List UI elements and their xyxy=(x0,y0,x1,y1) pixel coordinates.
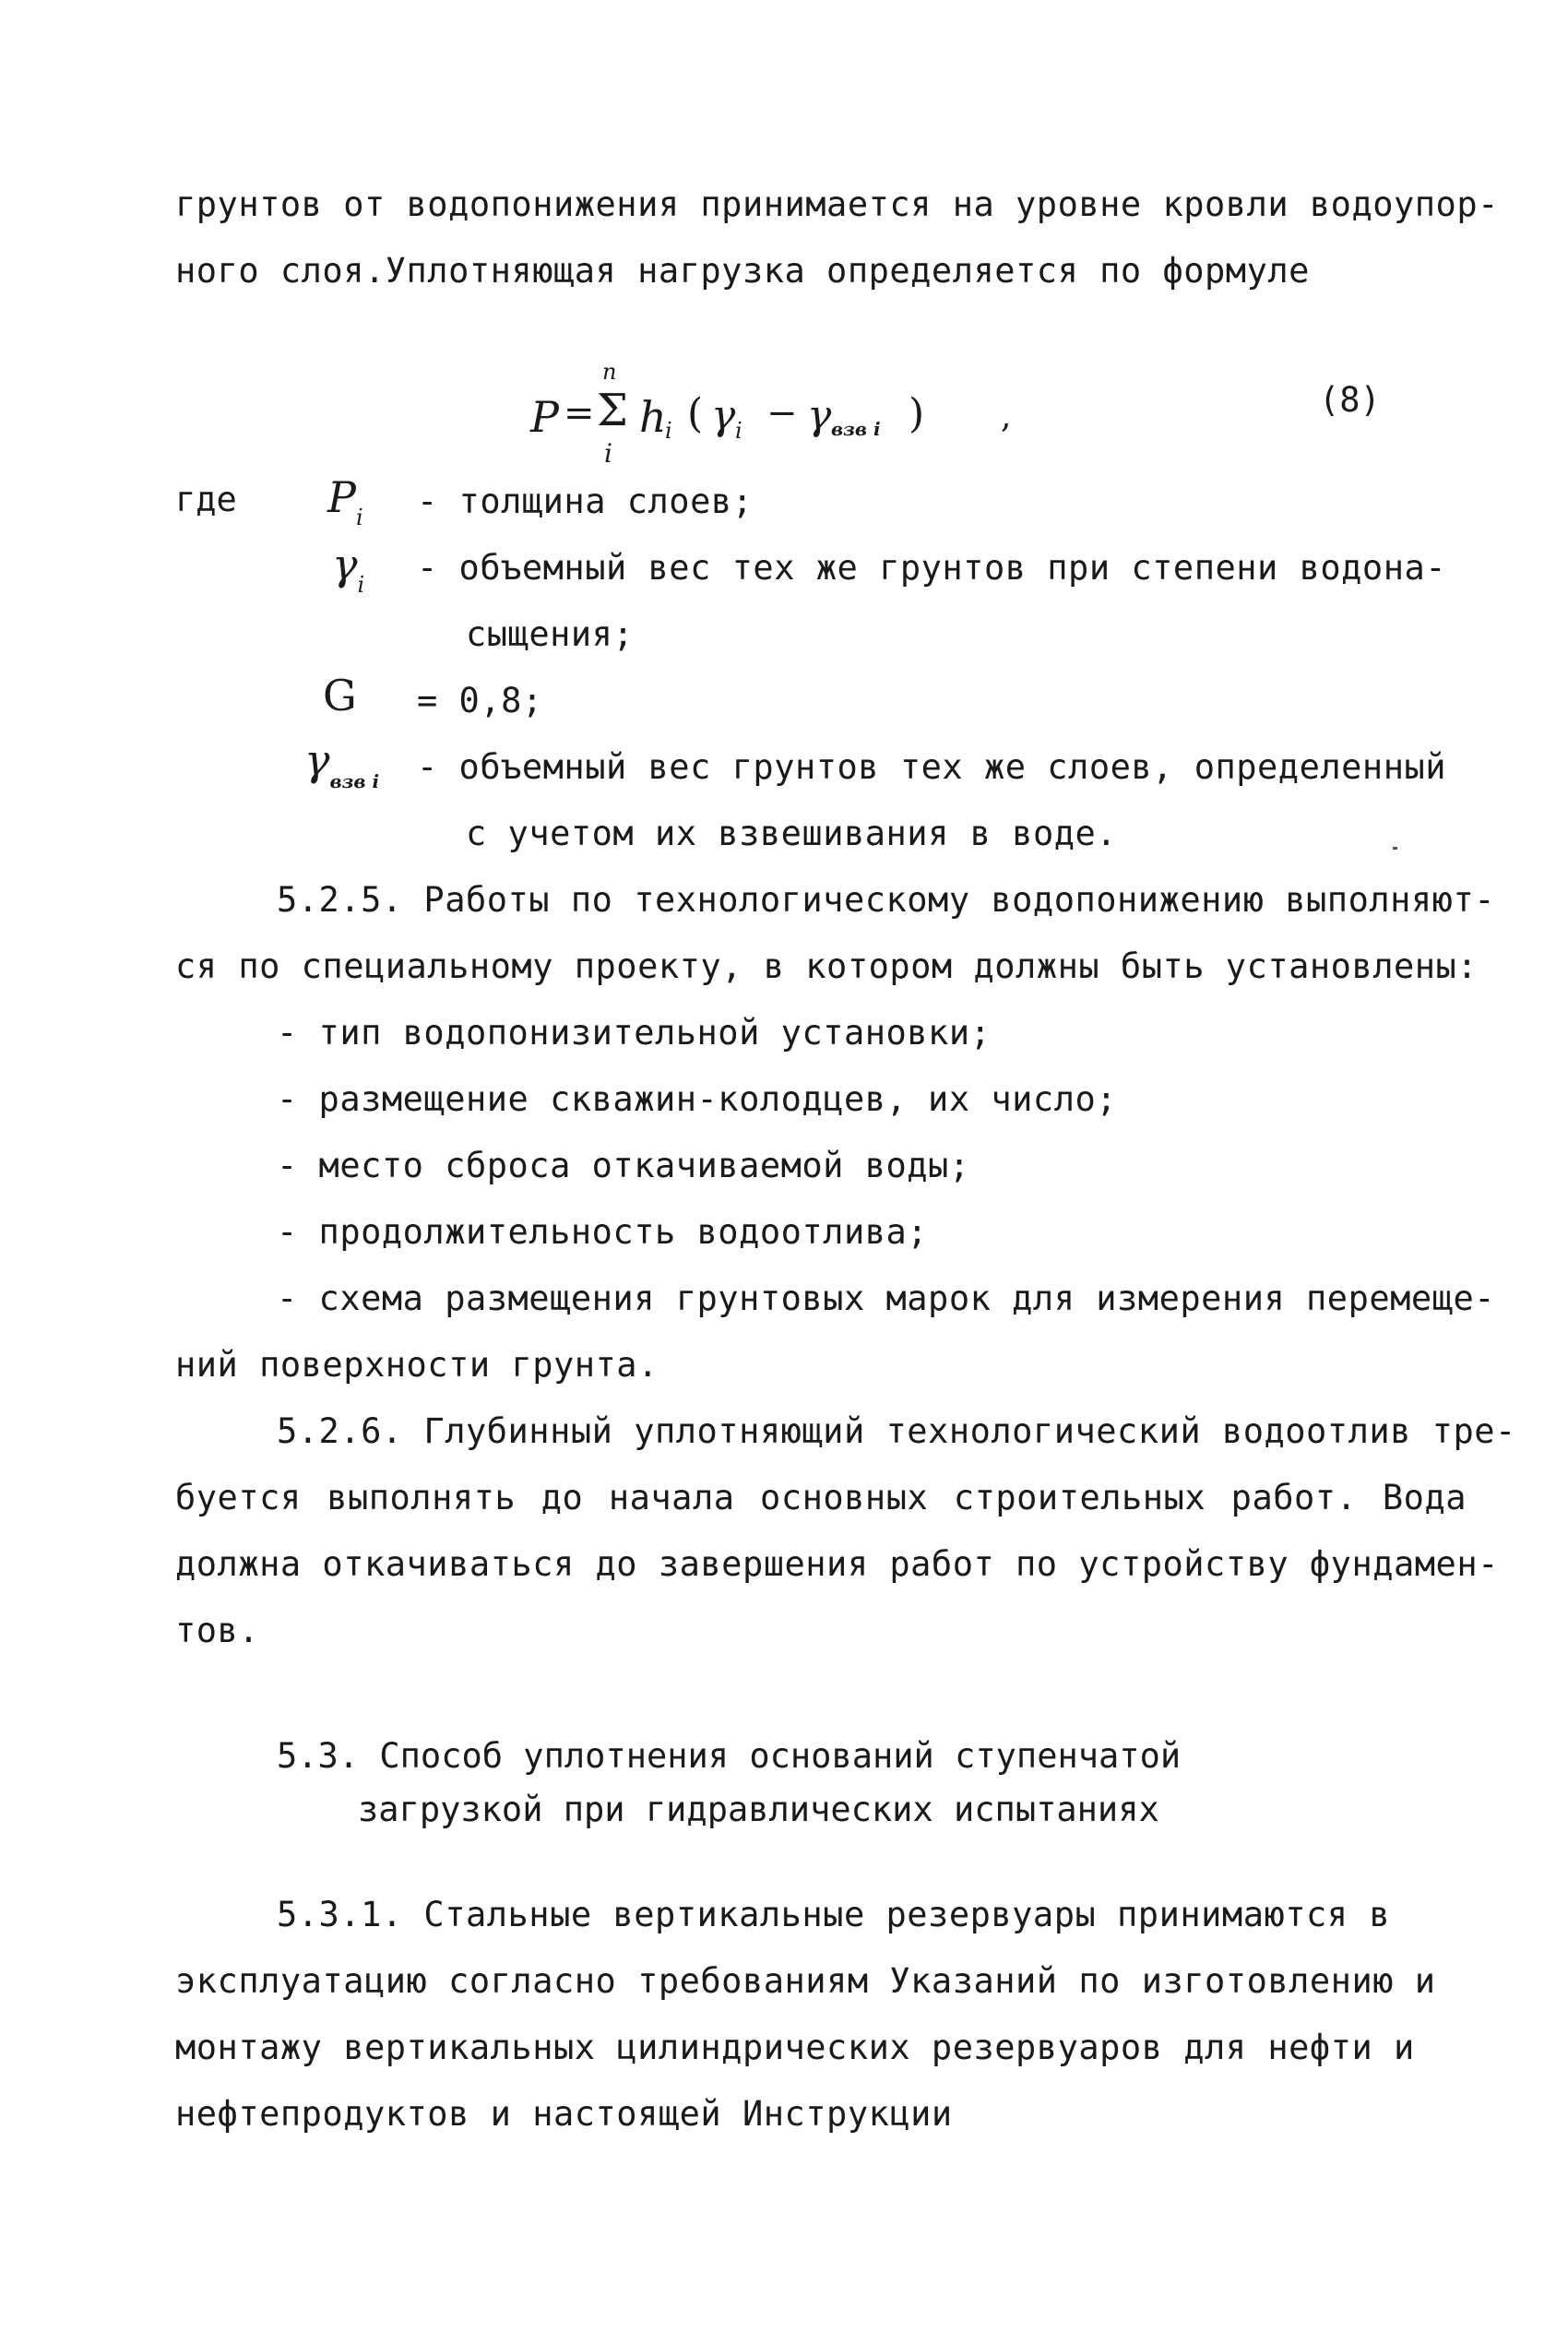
bullet-item-continuation: ний поверхности грунта. xyxy=(175,1345,659,1385)
formula-gamma2-sub: взв i xyxy=(831,418,881,440)
definition-text: сыщения; xyxy=(466,614,635,654)
symbol-gamma-vzv: $\gamma_{взв i}$ xyxy=(304,735,380,792)
formula-open-paren: ( xyxy=(687,390,704,437)
formula-close-paren: ) xyxy=(909,390,925,437)
section-5-3-1-line: 5.3.1. Стальные вертикальные резервуары принимаются в xyxy=(277,1895,1391,1934)
bullet-item: - место сброса откачиваемой воды; xyxy=(277,1146,970,1185)
paragraph-line: ного слоя.Уплотняющая нагрузка определяется по формуле xyxy=(175,251,1310,291)
section-5-2-5-line: 5.2.5. Работы по технологическому водопонижению выполняют- xyxy=(277,880,1496,920)
bullet-item: - схема размещения грунтовых марок для измерения перемеще- xyxy=(277,1279,1496,1318)
formula-sum-symbol: Σ xyxy=(597,385,628,436)
formula-comma: , xyxy=(1001,398,1012,435)
definition-text: - объемный вес грунтов тех же слоев, определенный xyxy=(417,747,1447,787)
formula-h: h xyxy=(639,392,667,442)
definition-text: - объемный вес тех же грунтов при степени водона- xyxy=(417,548,1447,588)
formula-gamma-sub: i xyxy=(735,418,742,444)
formula-gamma: γ xyxy=(711,392,736,439)
definition-text: = 0,8; xyxy=(417,681,543,720)
section-5-3-1-line: эксплуатацию согласно требованиям Указаний по изготовлению и xyxy=(175,1961,1436,2001)
formula-gamma2: γ xyxy=(807,392,832,439)
formula-minus: − xyxy=(766,392,798,434)
equation-number: (8) xyxy=(1319,380,1381,420)
formula-lhs: P xyxy=(530,392,559,442)
bullet-item: - продолжительность водоотлива; xyxy=(277,1212,929,1252)
symbol-p-i: $P_i$ xyxy=(327,472,363,530)
formula-sum-upper: n xyxy=(602,359,617,385)
definition-text: с учетом их взвешивания в воде. xyxy=(466,814,1118,853)
paragraph-line: грунтов от водопонижения принимается на уровне кровли водоупор- xyxy=(175,184,1499,224)
section-5-2-6-line: должна откачиваться до завершения работ по устройству фундамен- xyxy=(175,1544,1499,1584)
formula-8 xyxy=(530,359,1047,469)
where-label: где xyxy=(175,480,237,519)
bullet-item: - тип водопонизительной установки; xyxy=(277,1013,992,1053)
symbol-g: G xyxy=(323,671,357,720)
section-5-2-6-line: тов. xyxy=(175,1611,260,1650)
bullet-item: - размещение скважин-колодцев, их число; xyxy=(277,1079,1118,1119)
formula-h-sub: i xyxy=(665,418,672,444)
formula-sum-lower: i xyxy=(604,438,612,469)
section-5-2-5-line: ся по специальному проекту, в котором должны быть установлены: xyxy=(175,946,1479,986)
formula-equals: = xyxy=(564,392,595,434)
section-heading: 5.3. Способ уплотнения оснований ступенчатой xyxy=(277,1736,1182,1776)
section-5-2-6-line: 5.2.6. Глубинный уплотняющий технологический водоотлив тре- xyxy=(277,1411,1516,1451)
symbol-gamma-i: $\gamma_i$ xyxy=(332,540,365,598)
section-heading: загрузкой при гидравлических испытаниях xyxy=(358,1790,1159,1829)
section-5-3-1-line: монтажу вертикальных цилиндрических резервуаров для нефти и xyxy=(175,2028,1415,2067)
section-5-3-1-line: нефтепродуктов и настоящей Инструкции xyxy=(175,2094,953,2134)
section-5-2-6-line: буется выполнять до начала основных строительных работ. Вода xyxy=(175,1478,1467,1517)
stray-mark xyxy=(1393,847,1397,850)
definition-text: - толщина слоев; xyxy=(417,482,754,521)
